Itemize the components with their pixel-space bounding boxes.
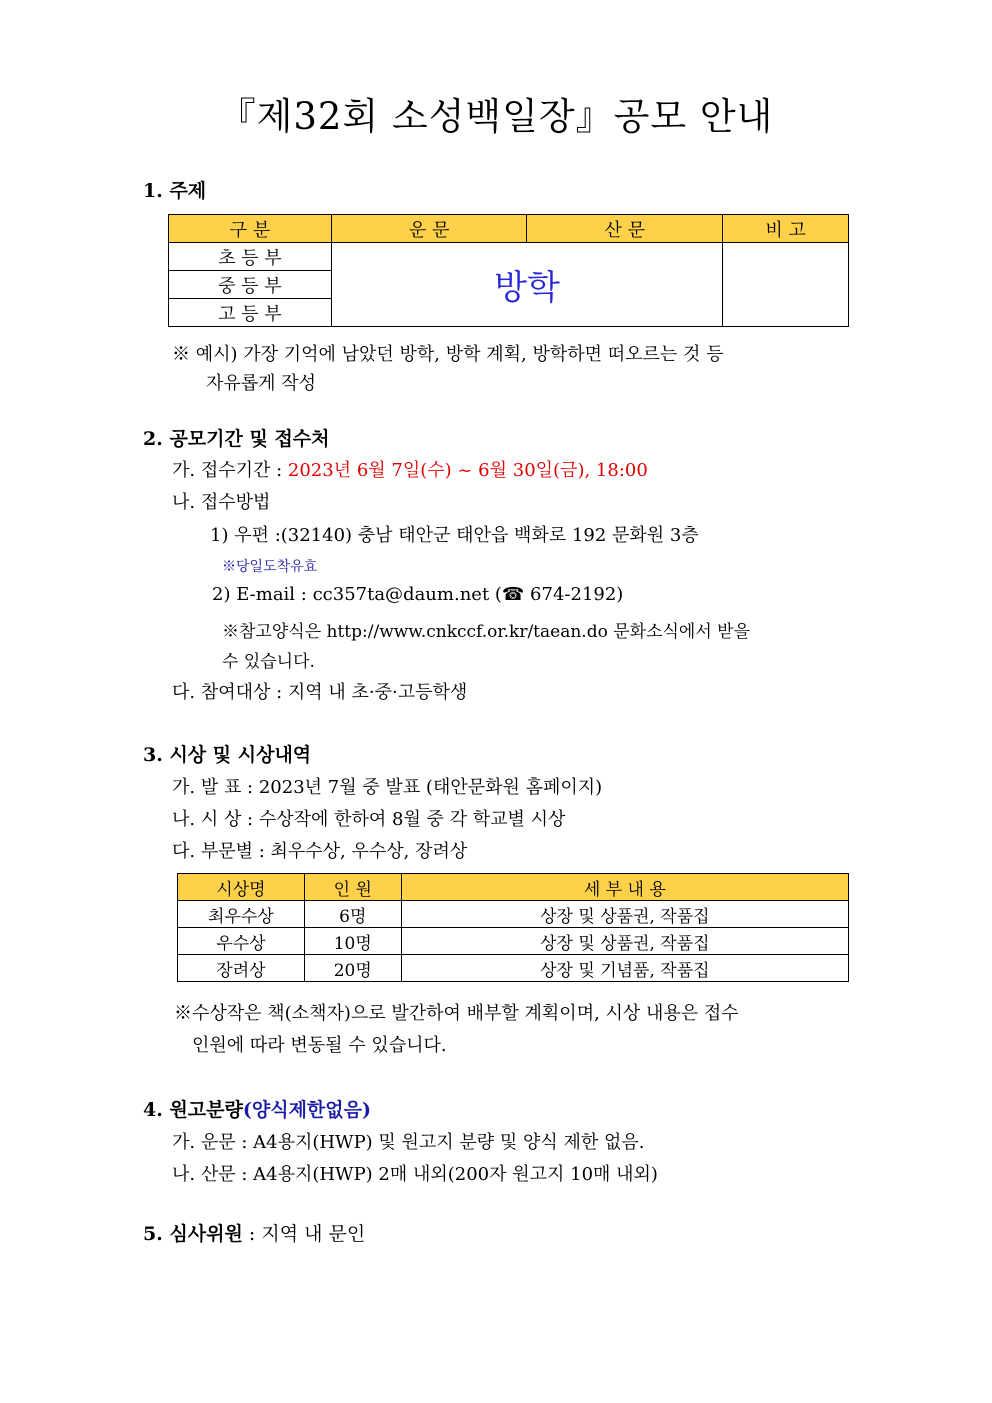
reference-note: ※참고양식은 http://www.cnkccf.or.kr/taean.do 문화소식에서 받을 bbox=[222, 622, 751, 642]
award-detail: 상장 및 기념품, 작품집 bbox=[401, 955, 848, 982]
table-row bbox=[178, 901, 849, 928]
table-row bbox=[178, 928, 849, 955]
award-detail: 상장 및 상품권, 작품집 bbox=[401, 928, 848, 955]
mail-note: ※당일도착유효 bbox=[222, 559, 318, 575]
receipt-period-label: 가. 접수기간 : bbox=[172, 460, 288, 481]
prose-requirement: 나. 산문 : A4용지(HWP) 2매 내외(200자 원고지 10매 내외) bbox=[172, 1164, 658, 1185]
table-row bbox=[169, 243, 849, 271]
topic-note: ※ 예시) 가장 기억에 남았던 방학, 방학 계획, 방학하면 떠오르는 것 등 bbox=[172, 344, 724, 365]
participants: 다. 참여대상 : 지역 내 초·중·고등학생 bbox=[172, 682, 468, 703]
reference-note-cont: 수 있습니다. bbox=[222, 652, 315, 672]
header-cell: 시상명 bbox=[178, 874, 305, 901]
topic-table-header bbox=[169, 215, 849, 243]
section-4-heading-note: (양식제한없음) bbox=[242, 1099, 371, 1121]
header-cell: 산 문 bbox=[527, 215, 723, 243]
award-count: 6명 bbox=[304, 901, 401, 928]
division-cell: 중 등 부 bbox=[169, 271, 332, 299]
remarks-cell bbox=[723, 243, 849, 327]
award-name: 우수상 bbox=[178, 928, 305, 955]
topic-value: 방학 bbox=[494, 268, 560, 308]
receipt-method: 나. 접수방법 bbox=[172, 492, 271, 513]
award-categories: 다. 부문별 : 최우수상, 우수상, 장려상 bbox=[172, 841, 468, 862]
header-cell: 구 분 bbox=[169, 215, 332, 243]
award-ceremony: 나. 시 상 : 수상작에 한하여 8월 중 각 학교별 시상 bbox=[172, 809, 566, 830]
header-cell: 세 부 내 용 bbox=[401, 874, 848, 901]
section-5-heading: 5. 심사위원 : 지역 내 문인 bbox=[143, 1223, 366, 1245]
award-count: 10명 bbox=[304, 928, 401, 955]
award-detail: 상장 및 상품권, 작품집 bbox=[401, 901, 848, 928]
header-cell: 비 고 bbox=[723, 215, 849, 243]
topic-note-cont: 자유롭게 작성 bbox=[206, 373, 317, 394]
announcement: 가. 발 표 : 2023년 7월 중 발표 (태안문화원 홈페이지) bbox=[172, 777, 603, 798]
award-name: 최우수상 bbox=[178, 901, 305, 928]
judges-value: : 지역 내 문인 bbox=[242, 1223, 366, 1245]
topic-table bbox=[168, 214, 849, 327]
division-cell: 초 등 부 bbox=[169, 243, 332, 271]
mail-address: 1) 우편 :(32140) 충남 태안군 태안읍 백화로 192 문화원 3층 bbox=[210, 525, 699, 546]
header-cell: 인 원 bbox=[304, 874, 401, 901]
section-1-heading: 1. 주제 bbox=[143, 180, 207, 202]
award-table bbox=[177, 873, 849, 982]
section-4-heading: 4. 원고분량(양식제한없음) bbox=[143, 1099, 371, 1121]
header-cell: 운 문 bbox=[331, 215, 527, 243]
award-name: 장려상 bbox=[178, 955, 305, 982]
verse-requirement: 가. 운문 : A4용지(HWP) 및 원고지 분량 및 양식 제한 없음. bbox=[172, 1132, 645, 1153]
award-note-cont: 인원에 따라 변동될 수 있습니다. bbox=[192, 1035, 447, 1056]
award-table-header bbox=[178, 874, 849, 901]
topic-cell bbox=[331, 243, 722, 327]
award-note: ※수상작은 책(소책자)으로 발간하여 배부할 계획이며, 시상 내용은 접수 bbox=[174, 1003, 739, 1024]
division-cell: 고 등 부 bbox=[169, 299, 332, 327]
email-line: 2) E-mail : cc357ta@daum.net (☎ 674-2192) bbox=[212, 584, 624, 605]
page-title: 『제32회 소성백일장』공모 안내 bbox=[218, 95, 774, 138]
receipt-period-value: 2023년 6월 7일(수) ~ 6월 30일(금), 18:00 bbox=[287, 460, 648, 481]
receipt-period bbox=[172, 456, 648, 482]
table-row bbox=[178, 955, 849, 982]
section-2-heading: 2. 공모기간 및 접수처 bbox=[143, 428, 330, 450]
section-3-heading: 3. 시상 및 시상내역 bbox=[143, 744, 312, 766]
award-count: 20명 bbox=[304, 955, 401, 982]
